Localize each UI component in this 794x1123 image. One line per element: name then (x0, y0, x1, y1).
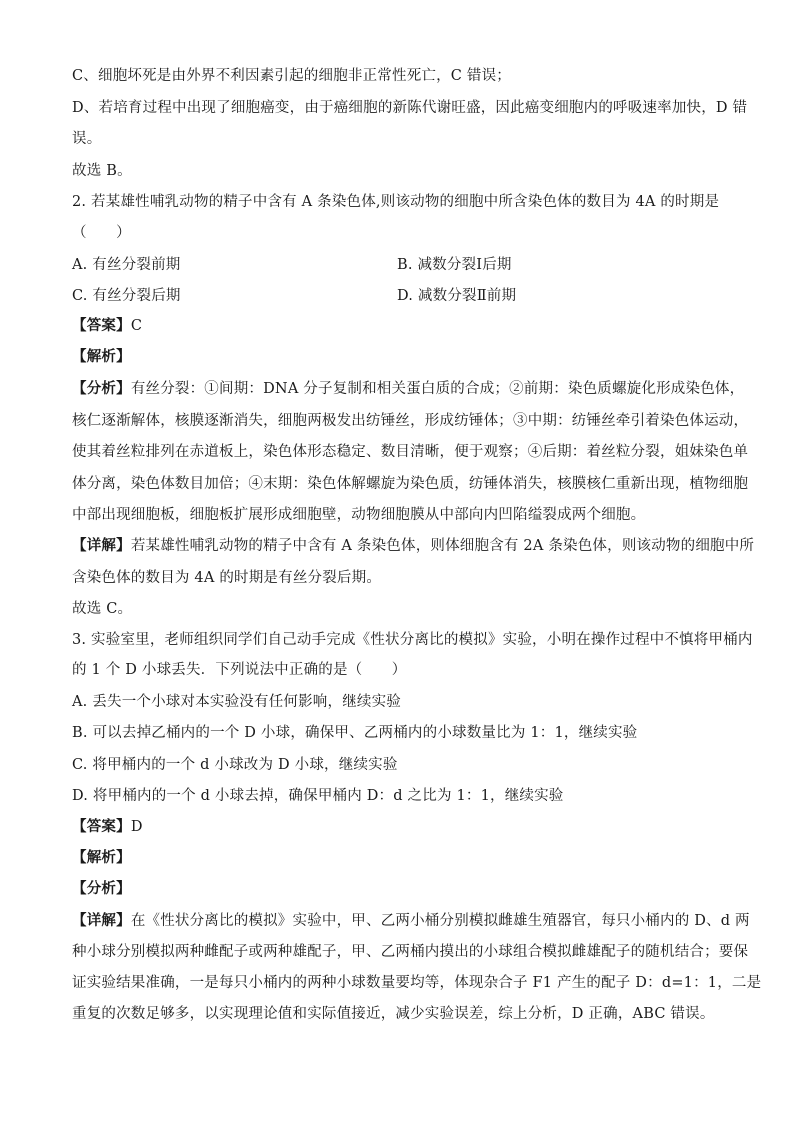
q2-options-row1 (72, 255, 722, 275)
q2-option-d: D. 减数分裂Ⅱ前期 (397, 288, 517, 304)
q2-fenxi-text1: 有丝分裂：①间期：DNA 分子复制和相关蛋白质的合成；②前期：染色质螺旋化形成染色体， (130, 381, 745, 397)
q2-fenxi-line5: 中部出现细胞板，细胞板扩展形成细胞壁，动物细胞膜从中部向内凹陷缢裂成两个细胞。 (72, 507, 646, 523)
q2-analysis-tag: 【解析】 (72, 348, 131, 365)
q2-fenxi-line3: 使其着丝粒排列在赤道板上，染色体形态稳定、数目清晰，便于观察；④后期：着丝粒分裂，姐妹染色单 (72, 444, 749, 460)
q2-answer-tag: 【答案】 (72, 317, 131, 334)
q3-xiangjie-line4: 重复的次数足够多，以实现理论值和实际值接近，减少实验误差，综上分析，D 正确，ABC 错误。 (72, 1006, 715, 1022)
q2-stem-line2: （ ） (72, 225, 131, 241)
q3-xiangjie-text1: 在《性状分离比的模拟》实验中，甲、乙两小桶分别模拟雌雄生殖器官，每只小桶内的 D、d 两 (130, 913, 750, 929)
q3-analysis-tag: 【解析】 (72, 849, 131, 866)
q2-xiangjie-text1: 若某雄性哺乳动物的精子中含有 A 条染色体，则体细胞含有 2A 条染色体，则该动物的细胞中所 (130, 538, 755, 554)
q2-xiangjie-tag: 【详解】 (72, 537, 131, 554)
q3-xiangjie-line3: 证实验结果准确，一是每只小桶内的两种小球数量要均等，体现杂合子 F1 产生的配子 D：d=1：1，二是 (72, 975, 762, 991)
q2-options-row2 (72, 286, 722, 306)
q2-option-c: C. 有丝分裂后期 (72, 288, 181, 304)
q2-fenxi-line2: 核仁逐渐解体，核膜逐渐消失，细胞两极发出纺锤丝，形成纺锤体；③中期：纺锤丝牵引着染色体运动， (72, 413, 749, 429)
q3-xiangjie-tag: 【详解】 (72, 912, 131, 929)
q2-stem-line1: 2. 若某雄性哺乳动物的精子中含有 A 条染色体,则该动物的细胞中所含染色体的数目为 4A 的时期是 (72, 194, 720, 210)
q3-option-d: D. 将甲桶内的一个 d 小球去掉，确保甲桶内 D：d 之比为 1：1，继续实验 (72, 788, 564, 804)
q2-fenxi-line1 (72, 379, 745, 399)
q3-stem-line2: 的 1 个 D 小球丢失．下列说法中正确的是（ ） (72, 662, 407, 678)
q2-fenxi-line4: 体分离，染色体数目加倍；④末期：染色体解螺旋为染色质，纺锤体消失，核膜核仁重新出现，植物细胞 (72, 476, 749, 492)
q1-choice-statement: 故选 B。 (72, 163, 132, 179)
q3-option-a: A. 丢失一个小球对本实验没有任何影响，继续实验 (72, 694, 401, 710)
q2-option-a: A. 有丝分裂前期 (72, 257, 181, 273)
q3-xiangjie-line2: 种小球分别模拟两种雌配子或两种雄配子，甲、乙两桶内摸出的小球组合模拟雌雄配子的随机结合；要保 (72, 944, 749, 960)
q2-xiangjie-line1 (72, 536, 755, 556)
q3-answer-tag: 【答案】 (72, 818, 131, 835)
q3-xiangjie-line1 (72, 911, 750, 931)
q2-answer (72, 316, 722, 336)
q2-xiangjie-line2: 含染色体的数目为 4A 的时期是有丝分裂后期。 (72, 570, 382, 586)
q2-option-b: B. 减数分裂Ⅰ后期 (397, 257, 512, 273)
q3-option-c: C. 将甲桶内的一个 d 小球改为 D 小球，继续实验 (72, 757, 398, 773)
q1-option-d-explanation-line1: D、若培育过程中出现了细胞癌变，由于癌细胞的新陈代谢旺盛，因此癌变细胞内的呼吸速率加快，D 错 (72, 100, 748, 116)
q1-option-c-explanation: C、细胞坏死是由外界不利因素引起的细胞非正常性死亡，C 错误； (72, 68, 511, 84)
q3-option-b: B. 可以去掉乙桶内的一个 D 小球，确保甲、乙两桶内的小球数量比为 1：1，继续实验 (72, 725, 638, 741)
q2-fenxi-tag: 【分析】 (72, 380, 131, 397)
q3-stem-line1: 3. 实验室里，老师组织同学们自己动手完成《性状分离比的模拟》实验，小明在操作过程中不慎将甲桶内 (72, 632, 753, 648)
q3-answer (72, 817, 722, 837)
q2-answer-value: C (130, 318, 143, 334)
q2-choice-statement: 故选 C。 (72, 601, 133, 617)
q1-option-d-explanation-line2: 误。 (72, 131, 102, 147)
q3-fenxi-tag: 【分析】 (72, 880, 131, 897)
q3-answer-value: D (130, 819, 143, 835)
